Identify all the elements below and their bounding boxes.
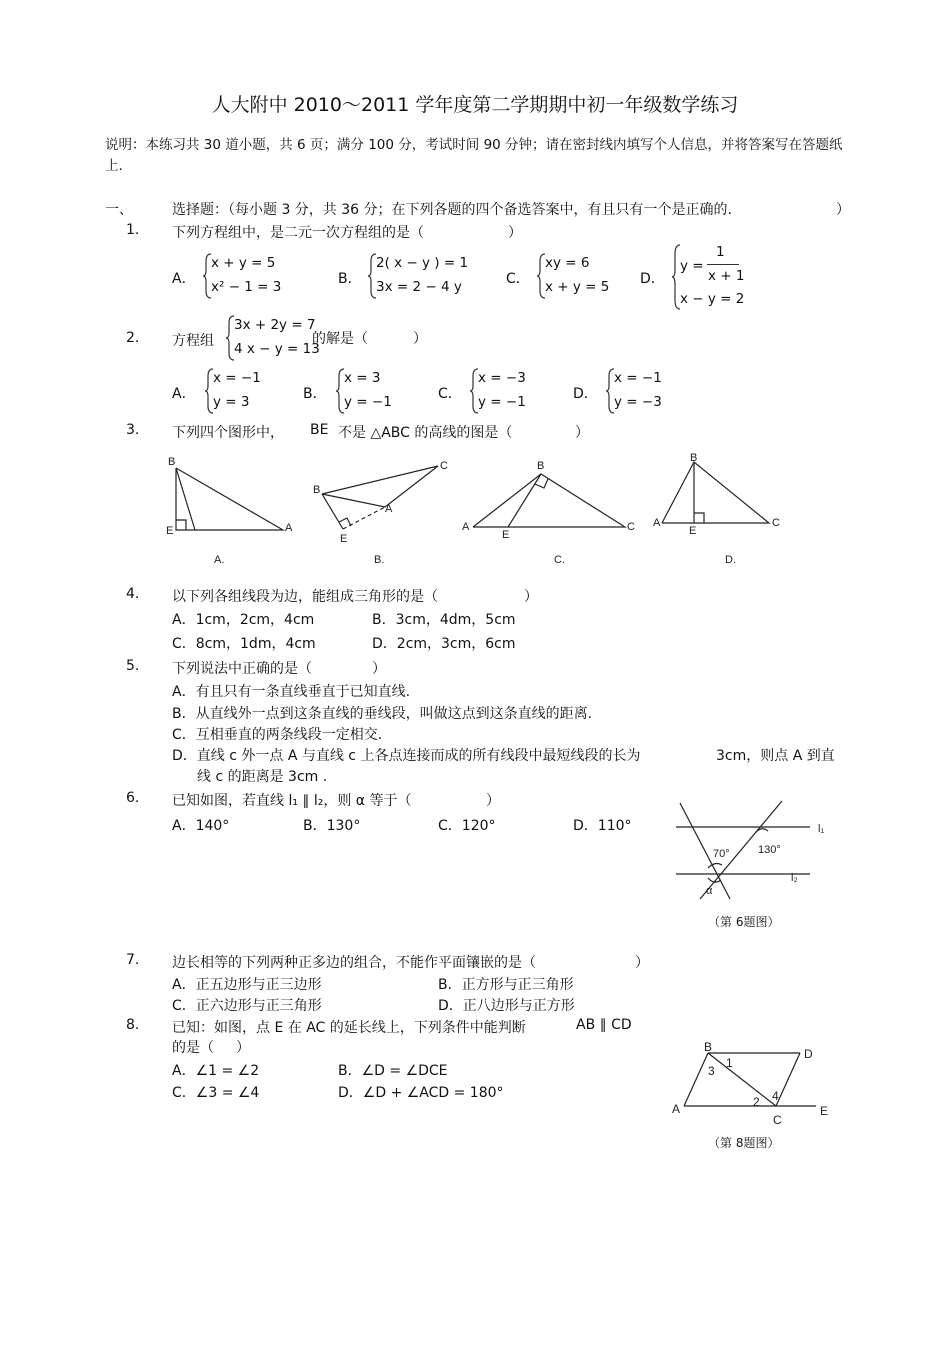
answer-b: x = 3 y = −1 <box>336 368 406 414</box>
option-label: A． <box>172 386 196 402</box>
option-d-line1-end: 3cm，则点 A 到直 <box>716 748 835 764</box>
label-b: B <box>690 452 698 464</box>
line-l2-label: l₂ <box>791 872 798 884</box>
option-c: C．互相垂直的两条线段一定相交. <box>172 727 383 743</box>
triangle-figures <box>150 450 800 566</box>
option-a: A．正五边形与正三边形 <box>172 977 322 993</box>
question-close: ） <box>236 1040 250 1056</box>
label-e: E <box>340 533 348 545</box>
equation-system-c: xy = 6 x + y = 5 <box>537 253 617 299</box>
question-number: 2. <box>126 330 140 346</box>
question-stem-ab-cd: AB ∥ CD <box>576 1017 632 1033</box>
option-label: B． <box>338 271 362 287</box>
option-d: D．110° <box>573 818 632 834</box>
question-stem: 边长相等的下列两种正多边的组合，不能作平面镶嵌的是（ <box>172 955 536 971</box>
label-b: B <box>313 484 321 496</box>
point-e-label: E <box>820 1104 829 1118</box>
question-stem: 下列说法中正确的是（ <box>172 661 312 677</box>
question-stem-2: 不是 △ABC 的高线的图是（ <box>338 425 513 441</box>
question-number: 3. <box>126 422 140 438</box>
question-close: ） <box>372 661 386 677</box>
question-number: 4. <box>126 586 140 602</box>
angle-1-label: 1 <box>726 1056 733 1070</box>
question-stem: 方程组 <box>172 333 214 349</box>
option-d-line2: 线 c 的距离是 3cm . <box>197 769 328 785</box>
option-label: A． <box>172 271 196 287</box>
option-label: D． <box>573 386 598 402</box>
figure-caption-b: B. <box>374 554 385 566</box>
question-stem-be: BE <box>310 422 329 438</box>
option-d: D．∠D + ∠ACD = 180° <box>338 1085 504 1101</box>
point-a-label: A <box>672 1102 681 1116</box>
equation-system-b: 2( x − y ) = 1 3x = 2 − 4 y <box>368 253 478 299</box>
instructions: 说明：本练习共 30 道小题，共 6 页；满分 100 分，考试时间 90 分钟；请在密封线内填写个人信息，并将答案写在答题纸上. <box>105 137 843 174</box>
question-close: ） <box>413 331 427 347</box>
label-a: A <box>285 522 293 534</box>
option-d-line1: D．直线 c 外一点 A 与直线 c 上各点连接而成的所有线段中最短线段的长为 <box>172 748 641 764</box>
answer-d: x = −1 y = −3 <box>606 368 676 414</box>
label-c: C <box>627 521 635 533</box>
label-e: E <box>502 529 510 541</box>
label-c: C <box>440 460 448 472</box>
label-e: E <box>166 525 174 537</box>
option-b: B．从直线外一点到这条直线的垂线段，叫做这点到这条直线的距离. <box>172 706 593 722</box>
angle-130-label: 130° <box>758 844 781 856</box>
page-title: 人大附中 2010～2011 学年度第二学期期中初一年级数学练习 <box>211 94 739 116</box>
answer-c: x = −3 y = −1 <box>470 368 540 414</box>
option-a: A．∠1 = ∠2 <box>172 1063 260 1079</box>
figure-caption: （第 8题图） <box>708 1136 780 1150</box>
equation-system: 3x + 2y = 7 4 x − y = 13 <box>226 315 316 361</box>
label-b: B <box>537 460 545 472</box>
option-c: C．8cm，1dm，4cm <box>172 636 316 652</box>
section-heading-close: ） <box>836 202 850 218</box>
question-stem-tail: 的解是（ <box>312 331 368 347</box>
option-label: D． <box>640 271 665 287</box>
option-b: B．130° <box>303 818 361 834</box>
option-c: C．∠3 = ∠4 <box>172 1085 260 1101</box>
point-b-label: B <box>704 1040 713 1054</box>
angle-2-label: 2 <box>753 1095 760 1109</box>
point-d-label: D <box>804 1047 813 1061</box>
figure-caption-a: A. <box>214 554 225 566</box>
question-stem-2: 的是（ <box>172 1040 214 1056</box>
figure-caption-d: D. <box>725 554 736 566</box>
angle-4-label: 4 <box>772 1089 779 1103</box>
line-l1-label: l₁ <box>818 823 825 835</box>
question-number: 6. <box>126 790 140 806</box>
question-number: 1. <box>126 222 140 238</box>
label-e: E <box>689 525 697 537</box>
option-b: B．3cm，4dm，5cm <box>372 612 516 628</box>
question-number: 5. <box>126 658 140 674</box>
label-a: A <box>385 503 393 515</box>
question-number: 7. <box>126 952 140 968</box>
angle-3-label: 3 <box>708 1064 715 1078</box>
equation-system-a: x + y = 5 x² − 1 = 3 <box>203 253 283 299</box>
label-a: A <box>462 521 470 533</box>
option-label: C． <box>506 271 530 287</box>
question-stem: 下列四个图形中， <box>172 425 284 441</box>
option-c: C．120° <box>438 818 496 834</box>
angle-70-label: 70° <box>713 848 730 860</box>
section-number: 一、 <box>105 202 133 218</box>
option-d: D．正八边形与正方形 <box>438 998 575 1014</box>
figure-caption-c: C. <box>554 554 565 566</box>
label-b: B <box>168 456 176 468</box>
figure-caption: （第 6题图） <box>708 915 780 929</box>
option-b: B．正方形与正三角形 <box>438 977 574 993</box>
option-a: A．有且只有一条直线垂直于已知直线. <box>172 684 411 700</box>
question-close: ） <box>575 425 589 441</box>
question-close: ） <box>635 955 649 971</box>
question-stem: 已知：如图，点 E 在 AC 的延长线上，下列条件中能判断 <box>172 1020 526 1036</box>
parallelogram-figure <box>668 1038 838 1130</box>
option-c: C．正六边形与正三角形 <box>172 998 322 1014</box>
label-a: A <box>653 517 661 529</box>
point-c-label: C <box>773 1113 782 1127</box>
alpha-label: α <box>706 885 713 897</box>
equation-system-d: y = 1 x + 1 x − y = 2 <box>672 244 752 310</box>
section-heading: 选择题：（每小题 3 分，共 36 分；在下列各题的四个备选答案中，有且只有一个是正确的. <box>172 202 732 218</box>
question-number: 8. <box>126 1017 140 1033</box>
option-a: A．1cm，2cm，4cm <box>172 612 315 628</box>
option-b: B．∠D = ∠DCE <box>338 1063 448 1079</box>
question-stem: 以下列各组线段为边，能组成三角形的是（ <box>172 589 438 605</box>
label-c: C <box>772 517 780 529</box>
option-d: D．2cm，3cm，6cm <box>372 636 516 652</box>
question-stem: 下列方程组中，是二元一次方程组的是（ <box>172 225 424 241</box>
option-label: B． <box>303 386 327 402</box>
answer-a: x = −1 y = 3 <box>205 368 275 414</box>
option-label: C． <box>438 386 462 402</box>
question-close: ） <box>508 225 522 241</box>
option-a: A．140° <box>172 818 230 834</box>
question-stem: 已知如图，若直线 l₁ ∥ l₂，则 α 等于（ <box>172 793 412 809</box>
parallel-lines-figure <box>670 795 840 905</box>
question-close: ） <box>486 793 500 809</box>
question-close: ） <box>524 589 538 605</box>
